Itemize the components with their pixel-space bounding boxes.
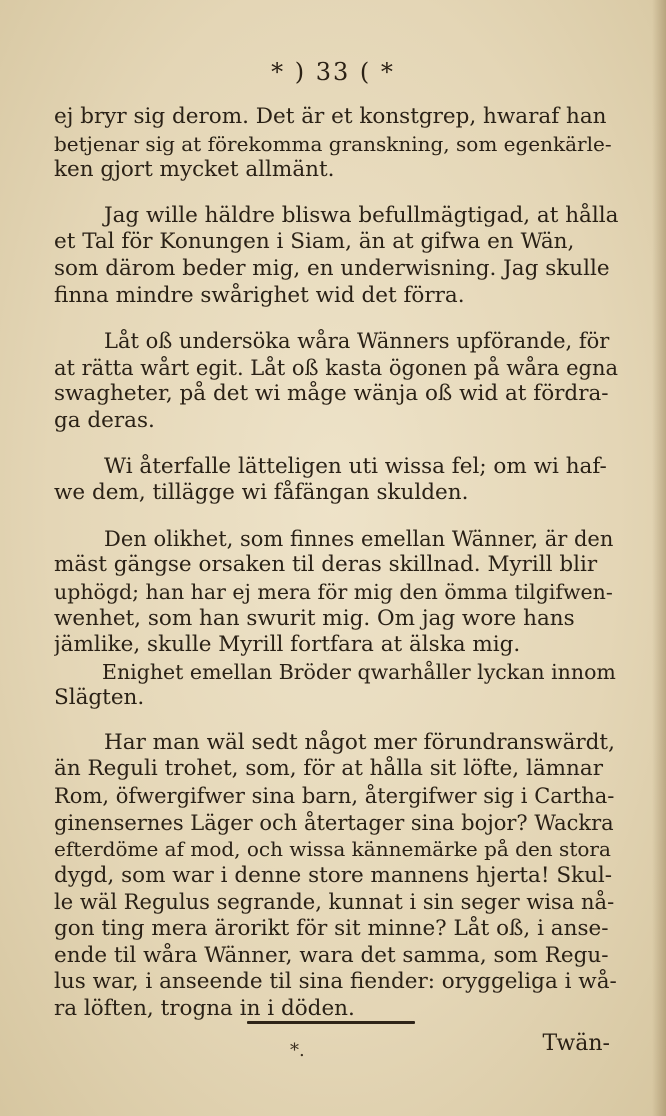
- text-line: finna mindre swårighet wid det förra.: [54, 282, 465, 308]
- text-line: Slägten.: [54, 685, 145, 711]
- horizontal-rule: [247, 1021, 415, 1024]
- text-line: ken gjort mycket allmänt.: [54, 157, 335, 183]
- signature-mark: *.: [290, 1040, 305, 1061]
- catchword: Twän-: [542, 1031, 610, 1056]
- text-line: Enighet emellan Bröder qwarhåller lyckan innom: [102, 659, 616, 684]
- paragraph-7: [54, 730, 620, 1023]
- text-line: betjenar sig at förekomma granskning, som egenkärle-: [54, 131, 612, 156]
- text-line: Jag wille häldre bliswa befullmägtigad, at hålla: [104, 202, 619, 228]
- paragraph-4: [54, 454, 620, 507]
- paragraph-5: [54, 526, 620, 659]
- text-line: wenhet, som han swurit mig. Om jag wore hans: [54, 605, 575, 631]
- body-text: [54, 104, 620, 1022]
- paragraph-6: [54, 659, 620, 712]
- text-line: efterdöme af mod, och wissa kännemärke på den stora: [54, 837, 611, 862]
- paragraph-1: [54, 104, 620, 184]
- text-line: we dem, tillägge wi fåfängan skulden.: [54, 480, 469, 506]
- text-line: et Tal för Konungen i Siam, än at gifwa en Wän,: [54, 229, 575, 255]
- page-edge-shadow: [652, 0, 666, 1116]
- text-line: Den olikhet, som finnes emellan Wänner, är den: [104, 526, 614, 551]
- text-line: ginensernes Läger och återtager sina bojor? Wackra: [54, 810, 614, 835]
- text-line: jämlike, skulle Myrill fortfara at älska mig.: [54, 632, 521, 658]
- text-line: Låt oß undersöka wåra Wänners upförande, för: [104, 329, 610, 354]
- paragraph-2: [54, 203, 620, 309]
- text-line: gon ting mera ärorikt för sit minne? Låt oß, i anse-: [54, 916, 609, 942]
- text-line: mäst gängse orsaken til deras skillnad. Myrill blir: [54, 552, 598, 578]
- text-line: dygd, som war i denne store mannens hjerta! Skul-: [54, 862, 613, 888]
- paragraph-3: [54, 328, 620, 434]
- page-header: * ) 33 ( *: [271, 58, 395, 86]
- text-line: som därom beder mig, en underwisning. Jag skulle: [54, 255, 610, 281]
- text-line: swagheter, på det wi måge wänja oß wid at fördra-: [54, 381, 609, 407]
- text-line: Wi återfalle lätteligen uti wissa fel; om wi haf-: [104, 453, 607, 479]
- text-line: le wäl Regulus segrande, kunnat i sin seger wisa nå-: [54, 890, 615, 915]
- text-line: än Reguli trohet, som, för at hålla sit löfte, lämnar: [54, 756, 603, 782]
- text-line: ende til wåra Wänner, wara det samma, som Regu-: [54, 942, 609, 968]
- text-line: at rätta wårt egit. Låt oß kasta ögonen på wåra egna: [54, 355, 619, 380]
- text-line: ej bryr sig derom. Det är et konstgrep, hwaraf han: [54, 104, 607, 129]
- text-line: uphögd; han har ej mera för mig den ömma tilgifwen-: [54, 579, 613, 604]
- text-line: Har man wäl sedt något mer förundranswärdt,: [104, 729, 615, 755]
- text-line: ra löften, trogna in i döden.: [54, 995, 355, 1021]
- text-line: lus war, i anseende til sina fiender: oryggeliga i wå-: [54, 969, 617, 995]
- text-line: ga deras.: [54, 407, 155, 433]
- text-line: Rom, öfwergifwer sina barn, återgifwer sig i Cartha-: [54, 784, 615, 809]
